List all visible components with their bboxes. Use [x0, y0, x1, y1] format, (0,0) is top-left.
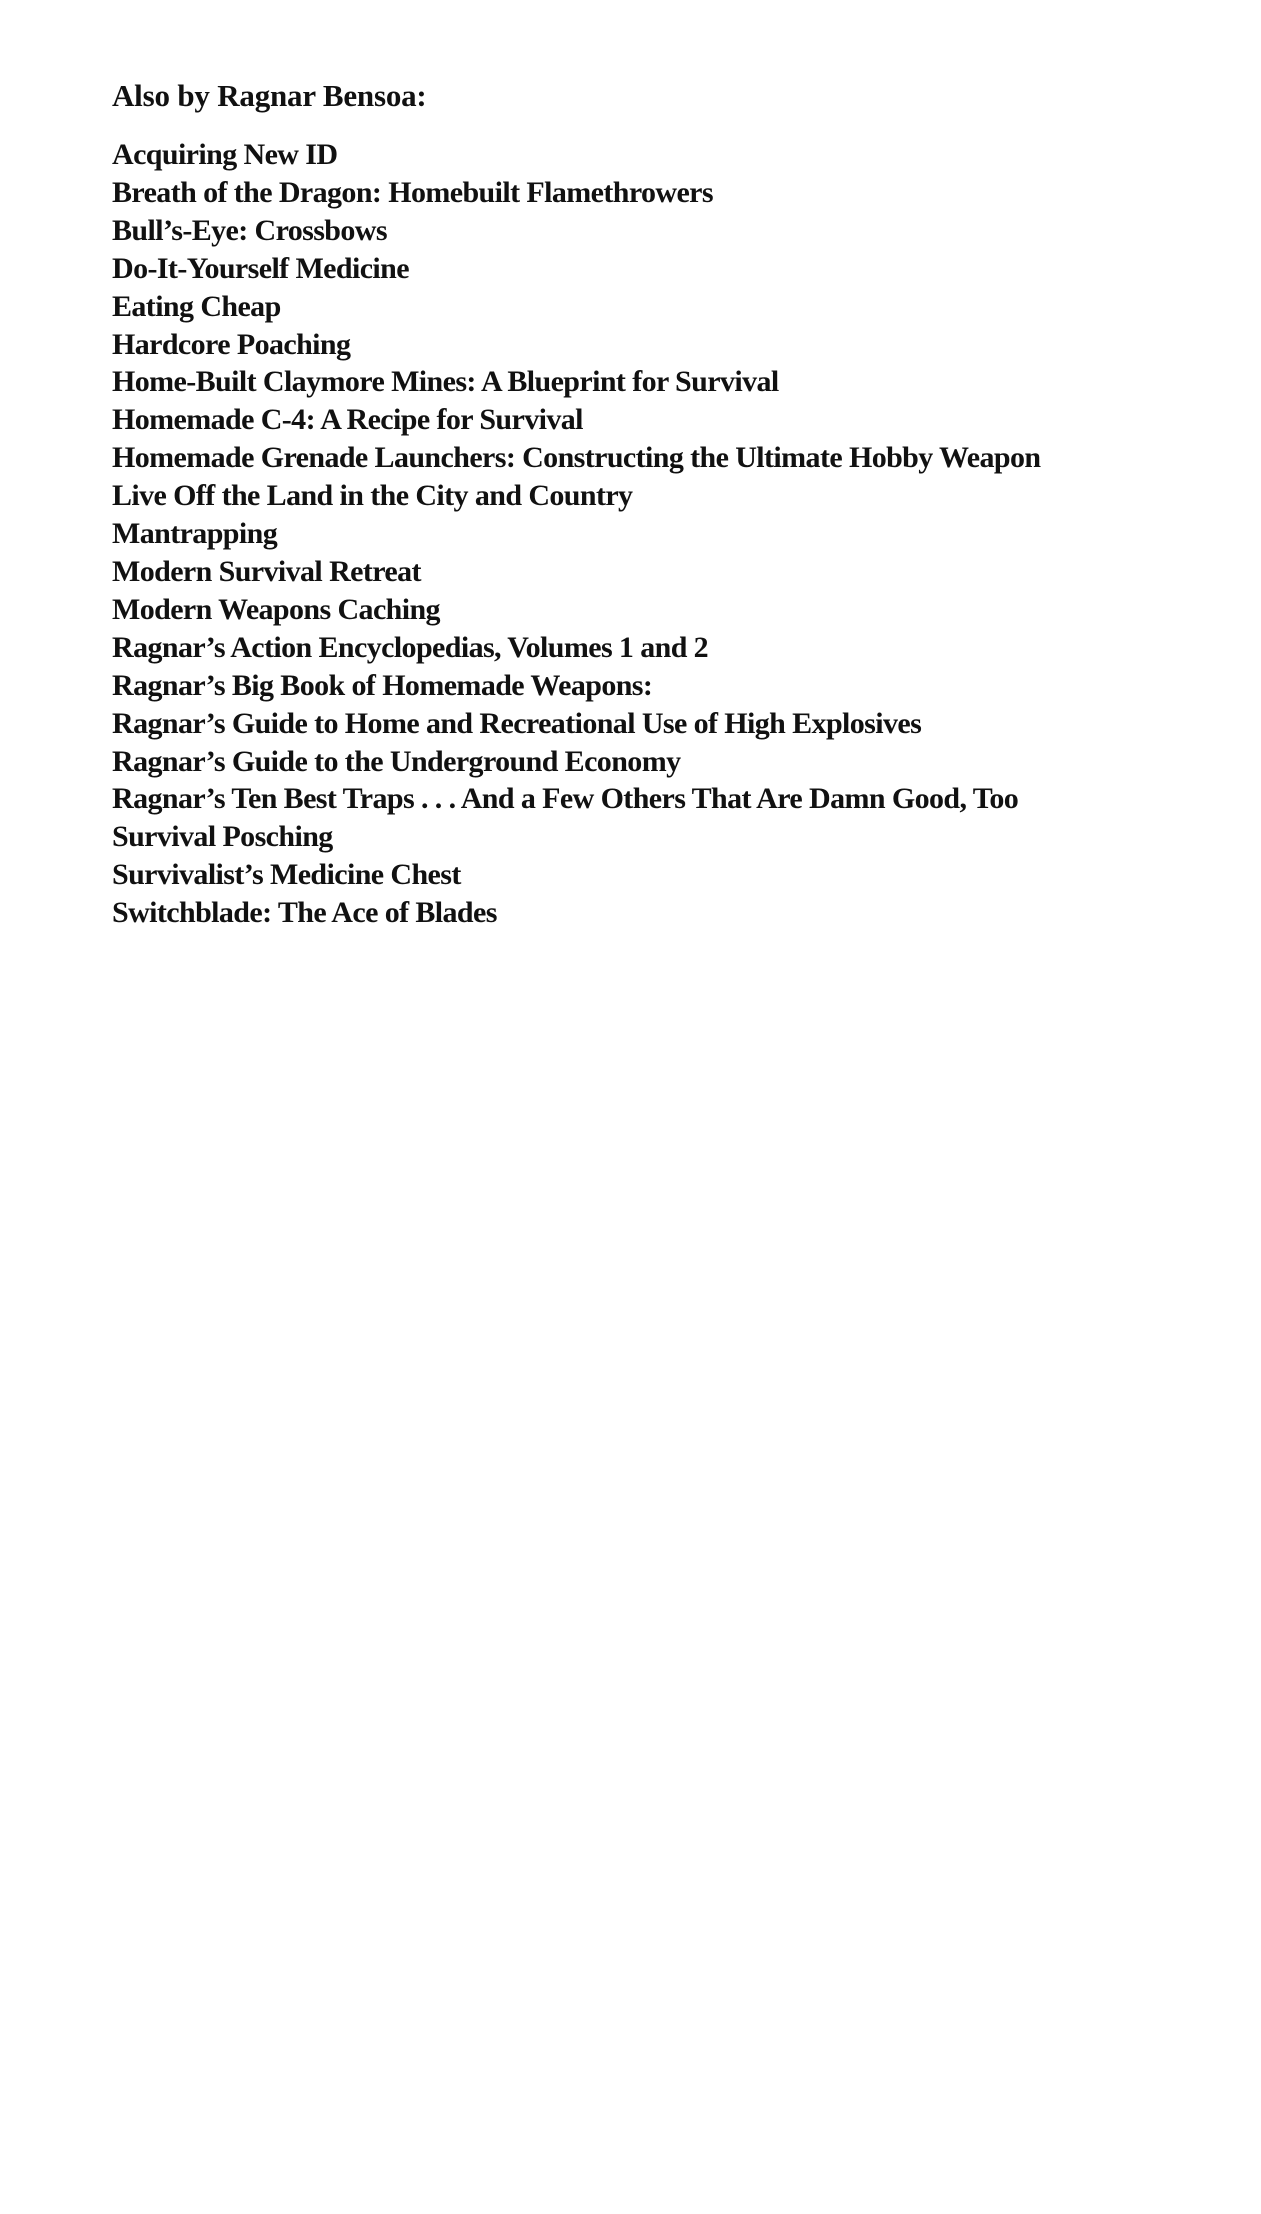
- section-heading: Also by Ragnar Bensoa:: [112, 78, 427, 113]
- book-list-section: [112, 74, 1212, 932]
- book-title: Live Off the Land in the City and Country: [112, 479, 633, 513]
- book-title: Survival Posching: [112, 820, 333, 854]
- book-title: Ragnar’s Big Book of Homemade Weapons:: [112, 668, 653, 702]
- book-title: Modern Weapons Caching: [112, 592, 440, 626]
- book-title: Home-Built Claymore Mines: A Blueprint for Survival: [112, 365, 779, 399]
- book-title: Switchblade: The Ace of Blades: [112, 896, 497, 930]
- book-title-list: [112, 136, 1212, 932]
- book-title: Ragnar’s Guide to Home and Recreational Use of High Explosives: [112, 706, 922, 740]
- book-title: Bull’s-Eye: Crossbows: [112, 213, 387, 247]
- book-title: Eating Cheap: [112, 289, 281, 323]
- book-title: Survivalist’s Medicine Chest: [112, 858, 461, 892]
- book-title: Ragnar’s Ten Best Traps . . . And a Few Others That Are Damn Good, Too: [112, 782, 1019, 816]
- book-title: Homemade Grenade Launchers: Constructing the Ultimate Hobby Weapon: [112, 441, 1041, 475]
- book-title: Do-It-Yourself Medicine: [112, 251, 409, 285]
- book-title: Modern Survival Retreat: [112, 554, 421, 588]
- book-title: Acquiring New ID: [112, 138, 338, 171]
- book-title: Ragnar’s Guide to the Underground Economy: [112, 744, 681, 778]
- book-title: Mantrapping: [112, 517, 278, 551]
- book-title: Breath of the Dragon: Homebuilt Flamethrowers: [112, 175, 713, 209]
- book-title: Hardcore Poaching: [112, 327, 351, 361]
- book-title: Homemade C-4: A Recipe for Survival: [112, 403, 583, 437]
- book-title: Ragnar’s Action Encyclopedias, Volumes 1 and 2: [112, 630, 709, 664]
